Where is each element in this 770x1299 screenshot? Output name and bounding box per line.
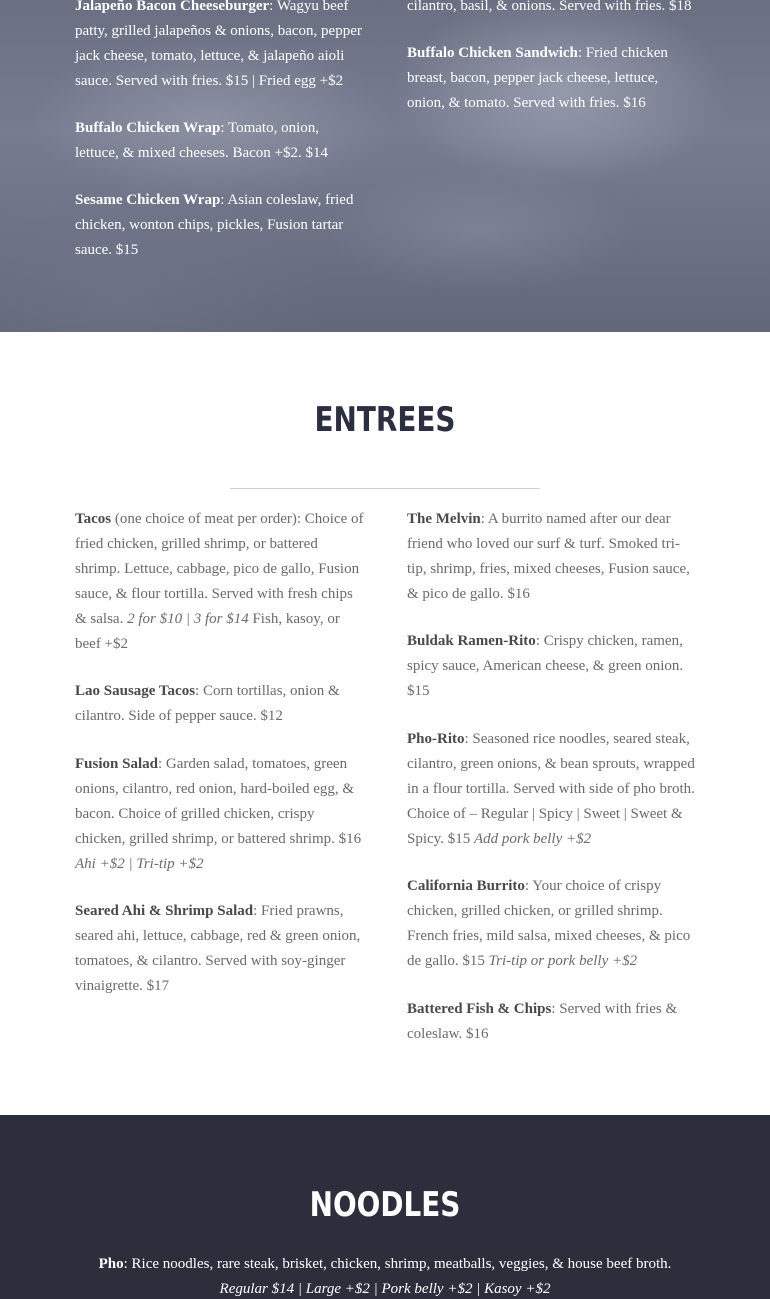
section-title: ENTREES (314, 400, 456, 440)
noodles-section (0, 1115, 770, 1299)
sandwiches-section (0, 0, 770, 332)
item-description: : Corn tortillas, onion & cilantro. Side of pepper sauce. $12 (75, 683, 340, 724)
menu-item-pho (0, 1252, 770, 1299)
item-name: Sesame Chicken Wrap (75, 192, 221, 208)
item-description: : Crispy chicken, ramen, spicy sauce, American cheese, & green onion. $15 (407, 633, 684, 699)
menu-item-sesame-chicken-wrap (75, 188, 365, 263)
menu-item-lao-sausage-tacos (75, 679, 365, 729)
item-name: Battered Fish & Chips (407, 1001, 552, 1017)
item-extras: Tri-tip or pork belly +$2 (488, 953, 638, 969)
item-price-options: Regular $14 | Large +$2 | Pork belly +$2 | Kasoy +$2 (219, 1281, 551, 1297)
item-name: Buldak Ramen-Rito (407, 633, 536, 649)
item-description: : Tomato, onion, lettuce, & mixed cheeses. Bacon +$2. $14 (75, 120, 328, 161)
item-name: Tacos (75, 511, 112, 527)
menu-item-california-burrito (407, 874, 697, 974)
menu-item-pho-rito (407, 727, 697, 852)
section-title: NOODLES (309, 1185, 461, 1225)
item-price-options: 2 for $10 | 3 for $14 (127, 611, 249, 627)
item-name: Lao Sausage Tacos (75, 683, 196, 699)
menu-item-buldak-ramen-rito (407, 629, 697, 704)
item-name: Pho (98, 1256, 124, 1272)
item-description: : Fried prawns, seared ahi, lettuce, cabbage, red & green onion, tomatoes, & cilantro. Served with soy-ginger vinaigrette. $17 (75, 903, 361, 994)
menu-item-fusion-salad (75, 752, 365, 877)
item-extras: Add pork belly +$2 (473, 831, 592, 847)
menu-item-tacos (75, 507, 365, 657)
menu-item-the-melvin (407, 507, 697, 607)
item-name: Jalapeño Bacon Cheeseburger (75, 0, 270, 14)
item-description: : A burrito named after our dear friend who loved our surf & turf. Smoked tri-tip, shrimp, fries, mixed cheeses, Fusion sauce, & pico de gallo. $16 (407, 511, 690, 602)
item-extras: Fish, kasoy, or beef +$2 (75, 611, 340, 652)
item-name: Buffalo Chicken Wrap (75, 120, 221, 136)
item-name: Pho-Rito (407, 731, 465, 747)
item-name: California Burrito (407, 878, 525, 894)
item-description: cilantro, basil, & onions. Served with fries. $18 (407, 0, 692, 14)
item-description: (one choice of meat per order): Choice of fried chicken, grilled shrimp, or battered shrimp. Lettuce, cabbage, pico de gallo, Fusion sauce, & flour tortilla. Served with fresh chips & salsa. (75, 511, 364, 627)
menu-item-seared-ahi-shrimp-salad (75, 899, 365, 999)
menu-item-buffalo-chicken-wrap (75, 116, 365, 166)
item-name: Buffalo Chicken Sandwich (407, 45, 578, 61)
menu-item-jalapeno-bacon-cheeseburger (75, 0, 365, 94)
menu-item-buffalo-chicken-sandwich (407, 41, 697, 116)
item-description: : Seasoned rice noodles, seared steak, cilantro, green onions, & bean sprouts, wrapped in a flour tortilla. Served with side of pho broth. Choice of – Regular | Spicy | Sweet | Sweet & Spicy. $15 (407, 731, 695, 847)
item-name: The Melvin (407, 511, 481, 527)
divider (230, 488, 540, 489)
menu-item-battered-fish-chips (407, 997, 697, 1047)
item-description: : Wagyu beef patty, grilled jalapeños & onions, bacon, pepper jack cheese, tomato, lettuce, & jalapeño aioli sauce. Served with fries. $15 | Fried egg +$2 (75, 0, 362, 89)
item-description: : Fried chicken breast, bacon, pepper jack cheese, lettuce, onion, & tomato. Served with fries. $16 (407, 45, 668, 111)
item-extras: Ahi +$2 | Tri-tip +$2 (75, 856, 204, 872)
item-description: : Asian coleslaw, fried chicken, wonton chips, pickles, Fusion tartar sauce. $15 (75, 192, 354, 258)
item-description: : Rice noodles, rare steak, brisket, chicken, shrimp, meatballs, veggies, & house beef broth. (123, 1256, 672, 1272)
item-description: : Served with fries & coleslaw. $16 (407, 1001, 678, 1042)
item-name: Seared Ahi & Shrimp Salad (75, 903, 254, 919)
item-description: : Garden salad, tomatoes, green onions, cilantro, red onion, hard-boiled egg, & bacon. Choice of grilled chicken, crispy chicken, grilled shrimp, or battered shrimp. $16 (75, 756, 362, 847)
item-description: : Your choice of crispy chicken, grilled chicken, or grilled shrimp. French fries, mild salsa, mixed cheeses, & pico de gallo. $15 (407, 878, 691, 969)
item-name: Fusion Salad (75, 756, 158, 772)
menu-item-continued (407, 0, 697, 19)
entrees-section (0, 332, 770, 1115)
